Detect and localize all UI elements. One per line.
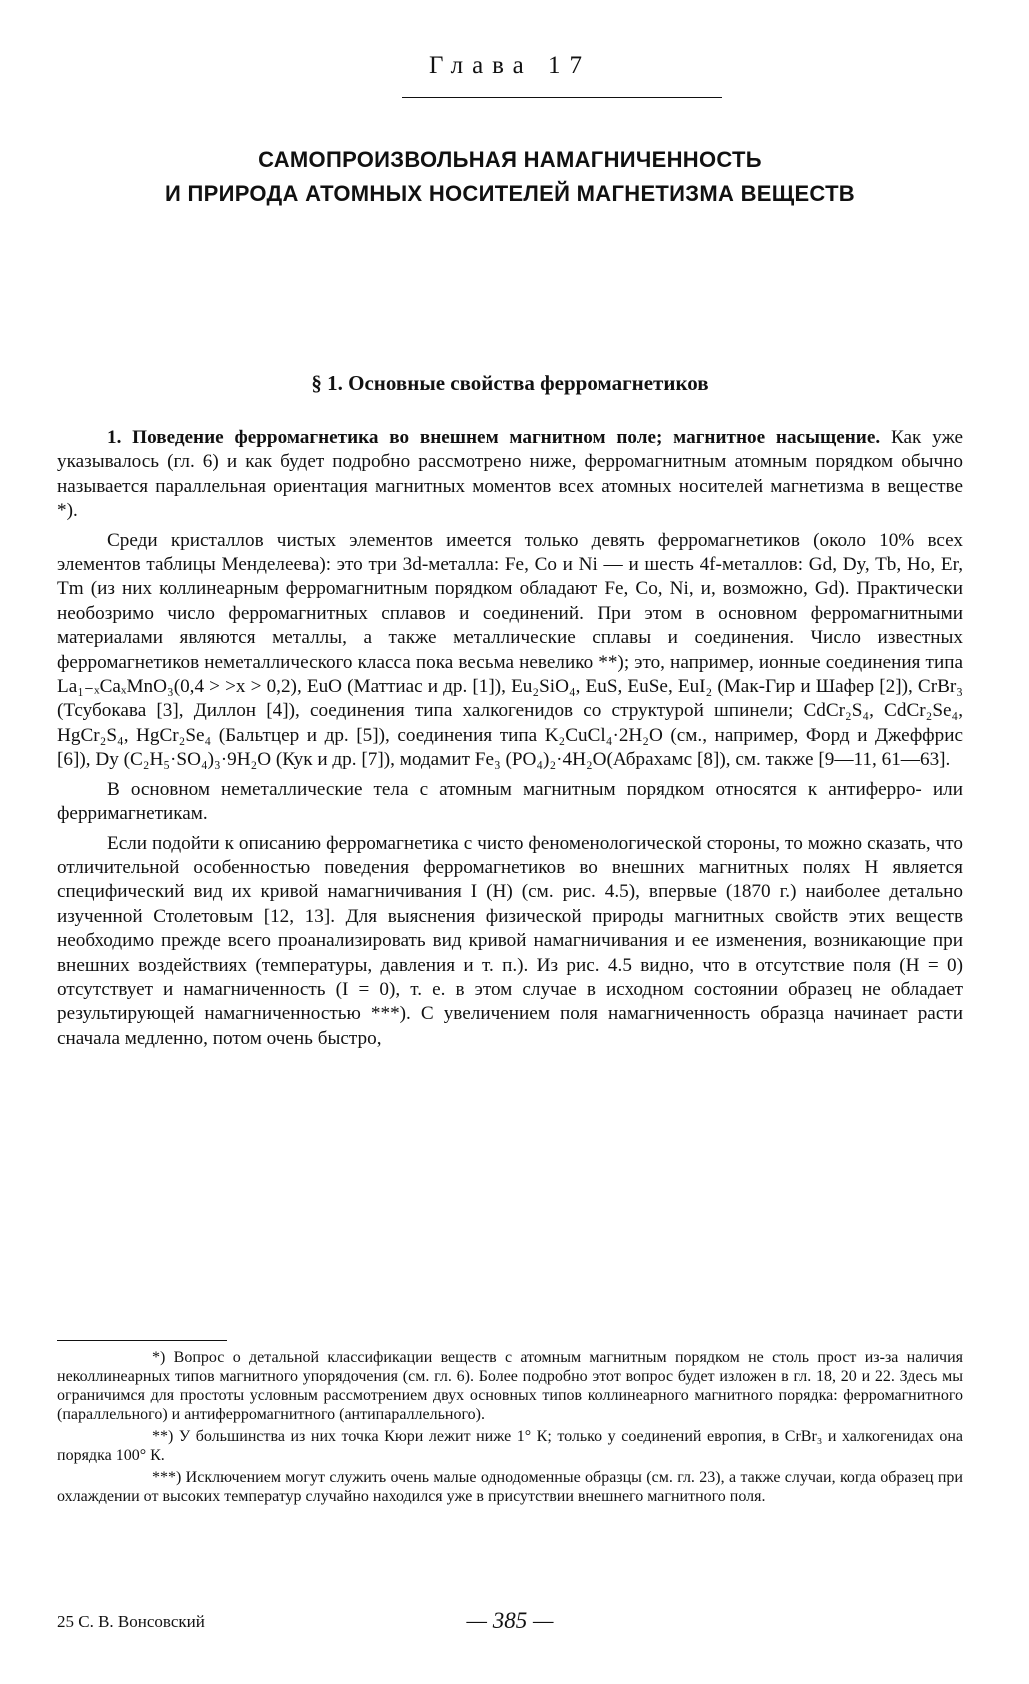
paragraph xyxy=(57,426,963,524)
paragraph: В основном неметаллические тела с атомным магнитным порядком относятся к антиферро- или ферримагнетикам. xyxy=(57,778,963,825)
paragraph: Среди кристаллов чистых элементов имеется только девять ферромагнетиков (около 10% всех элементов таблицы Менделеева): это три 3d-металла: Fe, Co и Ni — и шесть 4f-металлов: Gd, Dy, Tb, Ho, Er, Tm (из них коллинеарным ферромагнитным порядком обладают Fe, Co, Ni, и, возможно, Gd). Практически необозримо число ферромагнитных сплавов и соединений. При этом в основном ферромагнитными материалами являются металлы, а также металлические сплавы и соединения. Число известных ферромагнетиков неметаллического класса пока весьма невелико **); это, например, ионные соединения типа La₁₋ₓCaₓMnO₃(0,4 > >x > 0,2), EuO (Маттиас и др. [1]), Eu₂SiO₄, EuS, EuSe, EuI₂ (Мак-Гир и Шафер [2]), CrBr₃ (Тсубокава [3], Диллон [4]), соединения типа халкогенидов со структурой шпинели; CdCr₂S₄, CdCr₂Se₄, HgCr₂S₄, HgCr₂Se₄ (Бальтцер и др. [5]), соединения типа K₂CuCl₄·2H₂O (см., например, Форд и Джеффрис [6]), Dy (C₂H₅·SO₄)₃·9H₂O (Кук и др. [7]), модамит Fe₃ (PO₄)₂·4H₂O(Абрахамс [8]), см. также [9—11, 61—63]. xyxy=(57,529,963,771)
printer-signature: 25 С. В. Вонсовский xyxy=(57,1612,205,1631)
page-footer xyxy=(57,1608,963,1642)
page-number: — 385 — xyxy=(466,1608,554,1633)
chapter-title xyxy=(57,143,963,211)
chapter-title-line-1: САМОПРОИЗВОЛЬНАЯ НАМАГНИЧЕННОСТЬ xyxy=(258,147,762,172)
footnote: ***) Исключением могут служить очень малые однодоменные образцы (см. гл. 23), а также случаи, когда образец при охлаждении от высоких температур случайно находился уже в присутствии внешнего магнитного поля. xyxy=(57,1469,963,1505)
book-page xyxy=(57,0,963,1684)
subsection-lead: 1. Поведение ферромагнетика во внешнем магнитном поле; магнитное насыщение. xyxy=(107,427,881,448)
footnote: **) У большинства из них точка Кюри лежит ниже 1° К; только у соединений европия, в CrBr₃ и халкогенидах она порядка 100° К. xyxy=(57,1428,963,1464)
chapter-title-line-2: И ПРИРОДА АТОМНЫХ НОСИТЕЛЕЙ МАГНЕТИЗМА ВЕЩЕСТВ xyxy=(164,181,855,206)
chapter-label: Глава 17 xyxy=(429,52,591,79)
footnote: *) Вопрос о детальной классификации веществ с атомным магнитным порядком не столь прост из-за наличия неколлинеарных типов магнитного упорядочения (см. гл. 6). Более подробно этот вопрос будет изложен в гл. 18, 20 и 22. Здесь мы ограничимся для простоты условным рассмотрением двух основных типов коллинеарного магнитного порядка: ферромагнитного (параллельного) и антиферромагнитного (антипараллельного). xyxy=(57,1349,963,1423)
footnote-divider xyxy=(57,1340,227,1341)
main-text xyxy=(57,426,963,1051)
footnotes xyxy=(57,1348,963,1509)
paragraph: Если подойти к описанию ферромагнетика с чисто феноменологической стороны, то можно сказать, что отличительной особенностью поведения ферромагнетиков во внешних магнитных полях H является специфический вид их кривой намагничивания I (H) (см. рис. 4.5), впервые (1870 г.) наиболее детально изученной Столетовым [12, 13]. Для выяснения физической природы магнитных свойств этих веществ необходимо прежде всего проанализировать вид кривой намагничивания и ее изменения, возникающие при внешних воздействиях (температуры, давления и т. п.). Из рис. 4.5 видно, что в отсутствие поля (H = 0) отсутствует и намагниченность (I = 0), т. е. в этом случае в исходном состоянии образец не обладает результирующей намагниченностью ***). С увеличением поля намагниченность образца начинает расти сначала медленно, потом очень быстро, xyxy=(57,832,963,1049)
section-heading: § 1. Основные свойства ферромагнетиков xyxy=(311,371,709,395)
chapter-divider xyxy=(402,97,722,98)
paragraph-text: Как уже указывалось (гл. 6) и как будет подробно рассмотрено ниже, ферромагнитным атомным порядком обычно называется параллельная ориентация магнитных моментов всех атомных носителей магнетизма в веществе *). xyxy=(57,427,963,522)
